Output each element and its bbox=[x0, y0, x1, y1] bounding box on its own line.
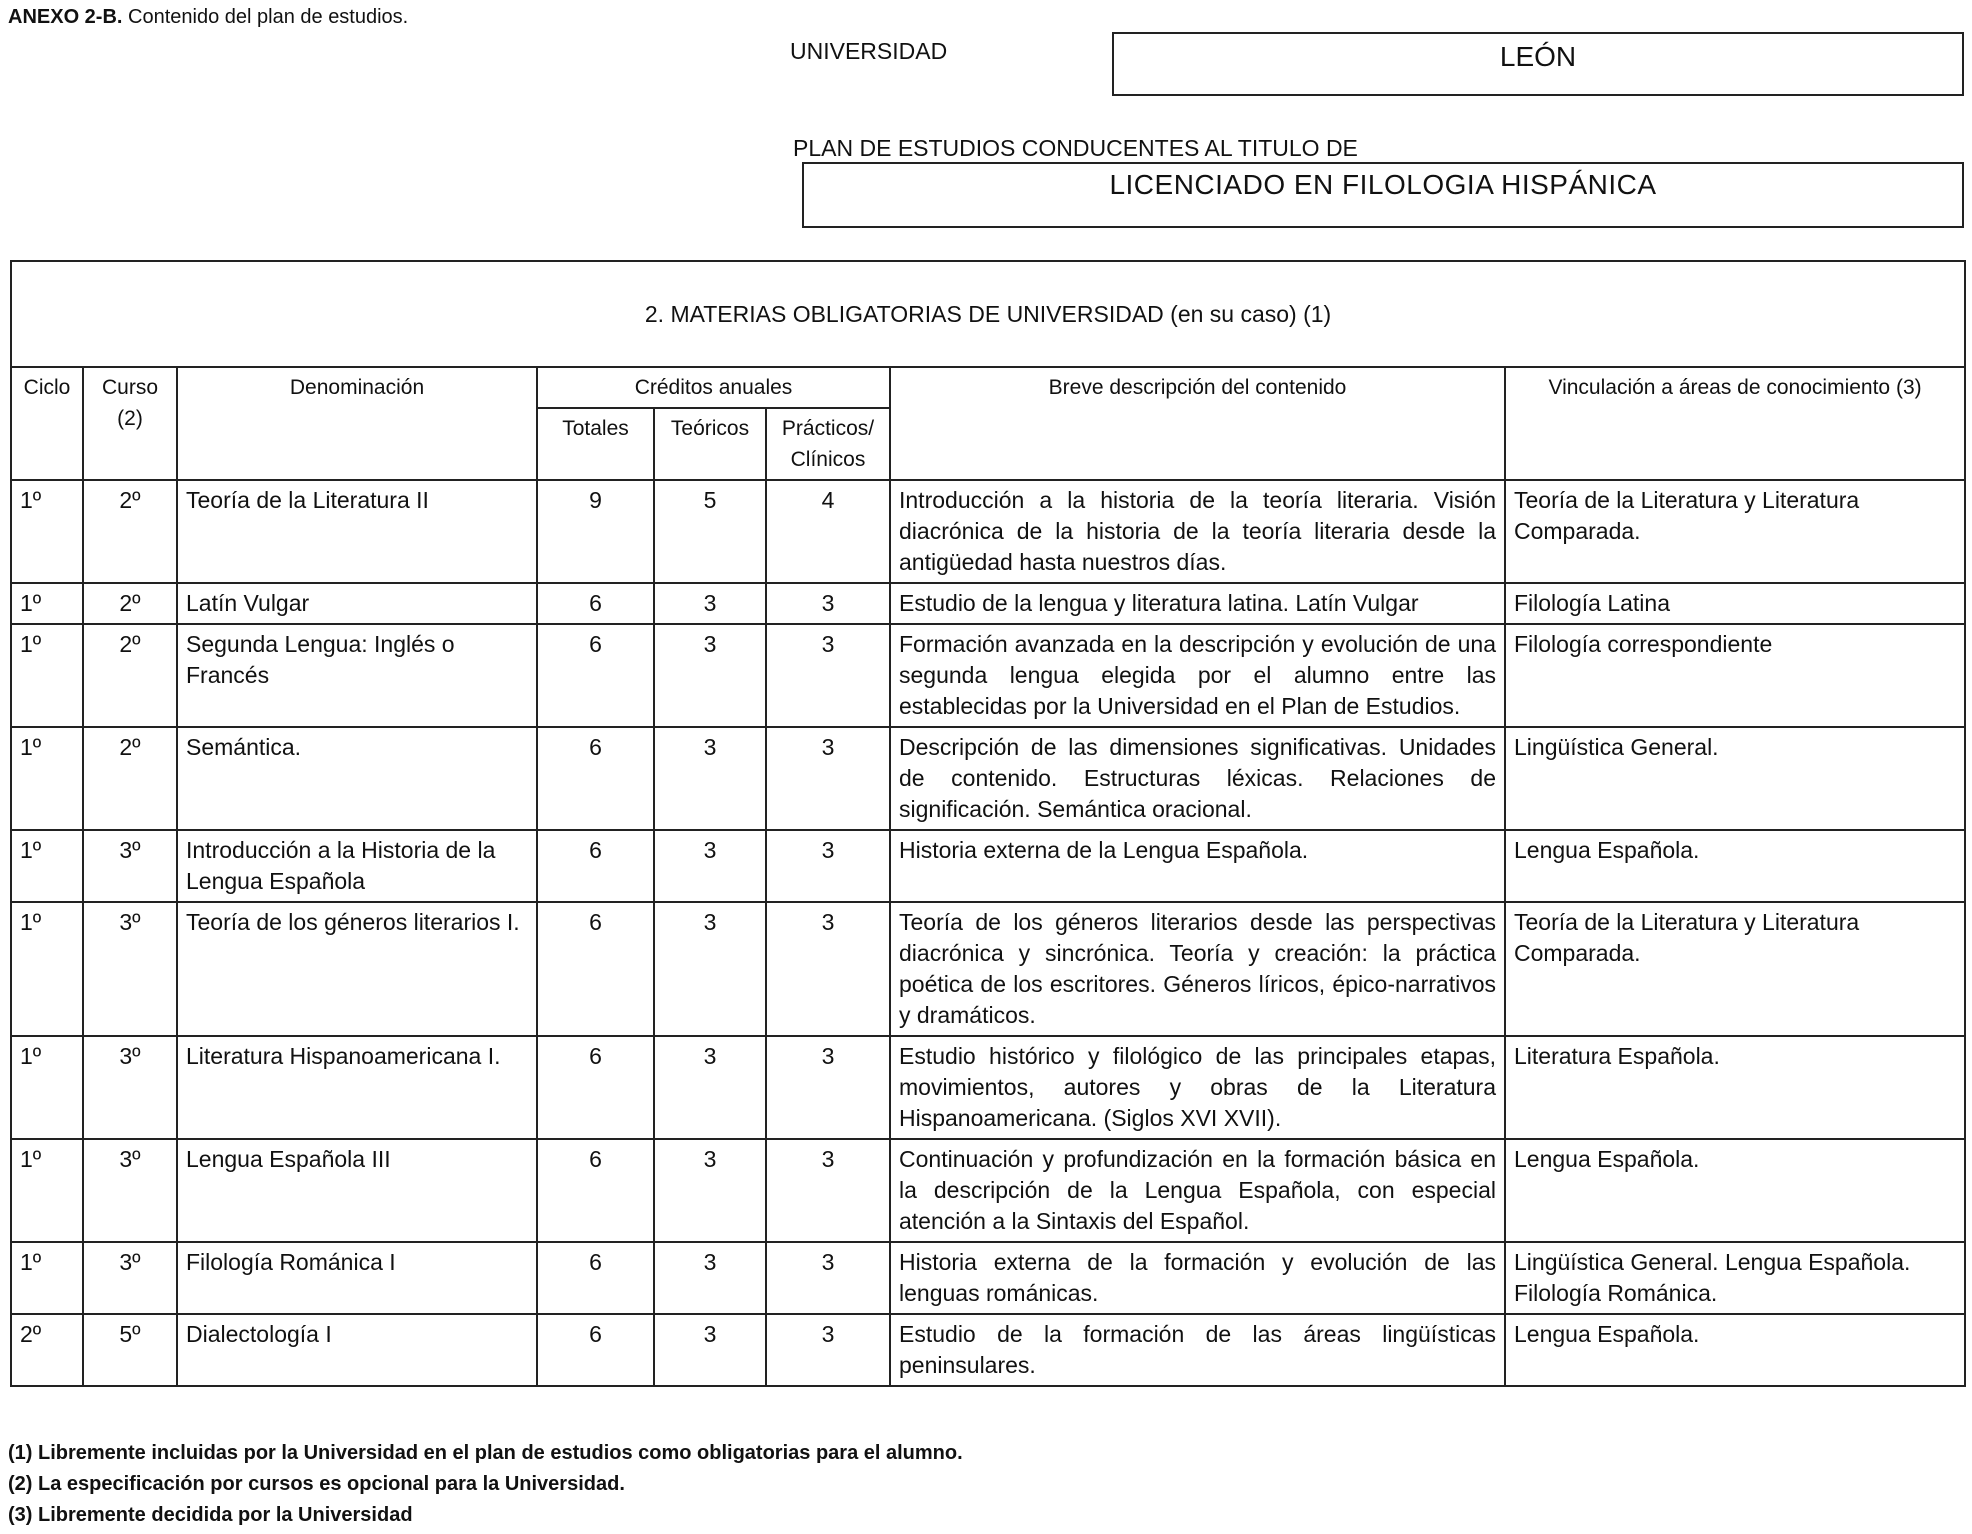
table-row bbox=[11, 1036, 1965, 1139]
cell-teoricos: 3 bbox=[654, 624, 766, 727]
cell-descripcion: Introducción a la historia de la teoría literaria. Visión diacrónica de la historia de la teoría literaria desde la antigüedad hasta nuestros días. bbox=[890, 480, 1505, 583]
table-row bbox=[11, 583, 1965, 624]
cell-totales: 6 bbox=[537, 727, 654, 830]
annex-heading bbox=[8, 6, 408, 29]
cell-vinculacion: Filología correspondiente bbox=[1505, 624, 1965, 727]
cell-denominacion: Teoría de la Literatura II bbox=[177, 480, 537, 583]
cell-teoricos: 3 bbox=[654, 1314, 766, 1386]
table-row bbox=[11, 727, 1965, 830]
cell-practicos: 3 bbox=[766, 624, 890, 727]
cell-teoricos: 3 bbox=[654, 583, 766, 624]
header-curso: Curso (2) bbox=[83, 367, 177, 480]
header-vinculacion: Vinculación a áreas de conocimiento (3) bbox=[1505, 367, 1965, 480]
cell-practicos: 4 bbox=[766, 480, 890, 583]
cell-teoricos: 3 bbox=[654, 1139, 766, 1242]
cell-teoricos: 3 bbox=[654, 1036, 766, 1139]
cell-curso: 3º bbox=[83, 1242, 177, 1314]
header-practicos: Prácticos/ Clínicos bbox=[766, 408, 890, 480]
cell-ciclo: 1º bbox=[11, 583, 83, 624]
cell-denominacion: Dialectología I bbox=[177, 1314, 537, 1386]
cell-curso: 3º bbox=[83, 1139, 177, 1242]
cell-practicos: 3 bbox=[766, 583, 890, 624]
cell-totales: 6 bbox=[537, 1242, 654, 1314]
cell-totales: 6 bbox=[537, 830, 654, 902]
footnote-1: (1) Libremente incluidas por la Universidad en el plan de estudios como obligatorias para el alumno. bbox=[8, 1442, 963, 1464]
cell-totales: 6 bbox=[537, 583, 654, 624]
cell-vinculacion: Teoría de la Literatura y Literatura Comparada. bbox=[1505, 902, 1965, 1036]
cell-descripcion: Historia externa de la Lengua Española. bbox=[890, 830, 1505, 902]
table-row bbox=[11, 1139, 1965, 1242]
table-row bbox=[11, 1242, 1965, 1314]
cell-vinculacion: Lingüística General. Lengua Española. Filología Románica. bbox=[1505, 1242, 1965, 1314]
cell-descripcion: Estudio de la lengua y literatura latina. Latín Vulgar bbox=[890, 583, 1505, 624]
cell-denominacion: Teoría de los géneros literarios I. bbox=[177, 902, 537, 1036]
cell-denominacion: Filología Románica I bbox=[177, 1242, 537, 1314]
table-row bbox=[11, 902, 1965, 1036]
cell-curso: 2º bbox=[83, 624, 177, 727]
header-descripcion: Breve descripción del contenido bbox=[890, 367, 1505, 480]
cell-practicos: 3 bbox=[766, 1036, 890, 1139]
cell-vinculacion: Lengua Española. bbox=[1505, 830, 1965, 902]
table-row bbox=[11, 1314, 1965, 1386]
header-teoricos: Teóricos bbox=[654, 408, 766, 480]
cell-vinculacion: Teoría de la Literatura y Literatura Comparada. bbox=[1505, 480, 1965, 583]
cell-practicos: 3 bbox=[766, 1314, 890, 1386]
cell-curso: 5º bbox=[83, 1314, 177, 1386]
table-row bbox=[11, 624, 1965, 727]
cell-descripcion: Estudio histórico y filológico de las principales etapas, movimientos, autores y obras de la Literatura Hispanoamericana. (Siglos XVI XVII). bbox=[890, 1036, 1505, 1139]
cell-descripcion: Estudio de la formación de las áreas lingüísticas peninsulares. bbox=[890, 1314, 1505, 1386]
cell-curso: 3º bbox=[83, 902, 177, 1036]
cell-denominacion: Latín Vulgar bbox=[177, 583, 537, 624]
cell-curso: 2º bbox=[83, 480, 177, 583]
cell-totales: 9 bbox=[537, 480, 654, 583]
cell-denominacion: Lengua Española III bbox=[177, 1139, 537, 1242]
cell-ciclo: 2º bbox=[11, 1314, 83, 1386]
cell-denominacion: Semántica. bbox=[177, 727, 537, 830]
cell-totales: 6 bbox=[537, 1139, 654, 1242]
table-row bbox=[11, 830, 1965, 902]
cell-practicos: 3 bbox=[766, 1242, 890, 1314]
cell-denominacion: Literatura Hispanoamericana I. bbox=[177, 1036, 537, 1139]
cell-totales: 6 bbox=[537, 1036, 654, 1139]
plan-label: PLAN DE ESTUDIOS CONDUCENTES AL TITULO DE bbox=[793, 135, 1358, 161]
footnote-2: (2) La especificación por cursos es opcional para la Universidad. bbox=[8, 1473, 625, 1495]
cell-descripcion: Formación avanzada en la descripción y evolución de una segunda lengua elegida por el alumno entre las establecidas por la Universidad en el Plan de Estudios. bbox=[890, 624, 1505, 727]
subjects-table bbox=[10, 260, 1966, 1387]
header-ciclo: Ciclo bbox=[11, 367, 83, 480]
cell-ciclo: 1º bbox=[11, 1242, 83, 1314]
cell-totales: 6 bbox=[537, 902, 654, 1036]
degree-title-box: LICENCIADO EN FILOLOGIA HISPÁNICA bbox=[802, 162, 1964, 228]
footnotes bbox=[8, 1438, 963, 1531]
cell-totales: 6 bbox=[537, 1314, 654, 1386]
annex-description: Contenido del plan de estudios. bbox=[128, 6, 409, 28]
cell-descripcion: Historia externa de la formación y evolución de las lenguas románicas. bbox=[890, 1242, 1505, 1314]
cell-descripcion: Teoría de los géneros literarios desde las perspectivas diacrónica y sincrónica. Teoría y creación: la práctica poética de los escritores. Géneros líricos, épico-narrativos y dramáticos. bbox=[890, 902, 1505, 1036]
cell-teoricos: 3 bbox=[654, 1242, 766, 1314]
cell-teoricos: 3 bbox=[654, 727, 766, 830]
cell-ciclo: 1º bbox=[11, 1139, 83, 1242]
cell-ciclo: 1º bbox=[11, 1036, 83, 1139]
header-creditos: Créditos anuales bbox=[537, 367, 890, 408]
cell-totales: 6 bbox=[537, 624, 654, 727]
cell-vinculacion: Lingüística General. bbox=[1505, 727, 1965, 830]
cell-vinculacion: Lengua Española. bbox=[1505, 1139, 1965, 1242]
cell-practicos: 3 bbox=[766, 727, 890, 830]
cell-denominacion: Introducción a la Historia de la Lengua Española bbox=[177, 830, 537, 902]
cell-descripcion: Continuación y profundización en la formación básica en la descripción de la Lengua Española, con especial atención a la Sintaxis del Español. bbox=[890, 1139, 1505, 1242]
cell-ciclo: 1º bbox=[11, 830, 83, 902]
cell-teoricos: 3 bbox=[654, 830, 766, 902]
cell-curso: 3º bbox=[83, 1036, 177, 1139]
cell-practicos: 3 bbox=[766, 902, 890, 1036]
cell-denominacion: Segunda Lengua: Inglés o Francés bbox=[177, 624, 537, 727]
cell-teoricos: 5 bbox=[654, 480, 766, 583]
footnote-3: (3) Libremente decidida por la Universidad bbox=[8, 1504, 413, 1526]
cell-teoricos: 3 bbox=[654, 902, 766, 1036]
cell-vinculacion: Literatura Española. bbox=[1505, 1036, 1965, 1139]
cell-ciclo: 1º bbox=[11, 480, 83, 583]
cell-vinculacion: Filología Latina bbox=[1505, 583, 1965, 624]
cell-ciclo: 1º bbox=[11, 727, 83, 830]
cell-curso: 2º bbox=[83, 583, 177, 624]
header-totales: Totales bbox=[537, 408, 654, 480]
university-value-box: LEÓN bbox=[1112, 32, 1964, 96]
cell-curso: 2º bbox=[83, 727, 177, 830]
university-label: UNIVERSIDAD bbox=[790, 38, 948, 64]
cell-curso: 3º bbox=[83, 830, 177, 902]
cell-practicos: 3 bbox=[766, 830, 890, 902]
annex-code: ANEXO 2-B. bbox=[8, 6, 123, 28]
table-title: 2. MATERIAS OBLIGATORIAS DE UNIVERSIDAD (en su caso) (1) bbox=[11, 261, 1965, 367]
cell-vinculacion: Lengua Española. bbox=[1505, 1314, 1965, 1386]
header-denominacion: Denominación bbox=[177, 367, 537, 480]
table-row bbox=[11, 480, 1965, 583]
cell-ciclo: 1º bbox=[11, 902, 83, 1036]
cell-ciclo: 1º bbox=[11, 624, 83, 727]
cell-practicos: 3 bbox=[766, 1139, 890, 1242]
cell-descripcion: Descripción de las dimensiones significativas. Unidades de contenido. Estructuras léxicas. Relaciones de significación. Semántica oracional. bbox=[890, 727, 1505, 830]
